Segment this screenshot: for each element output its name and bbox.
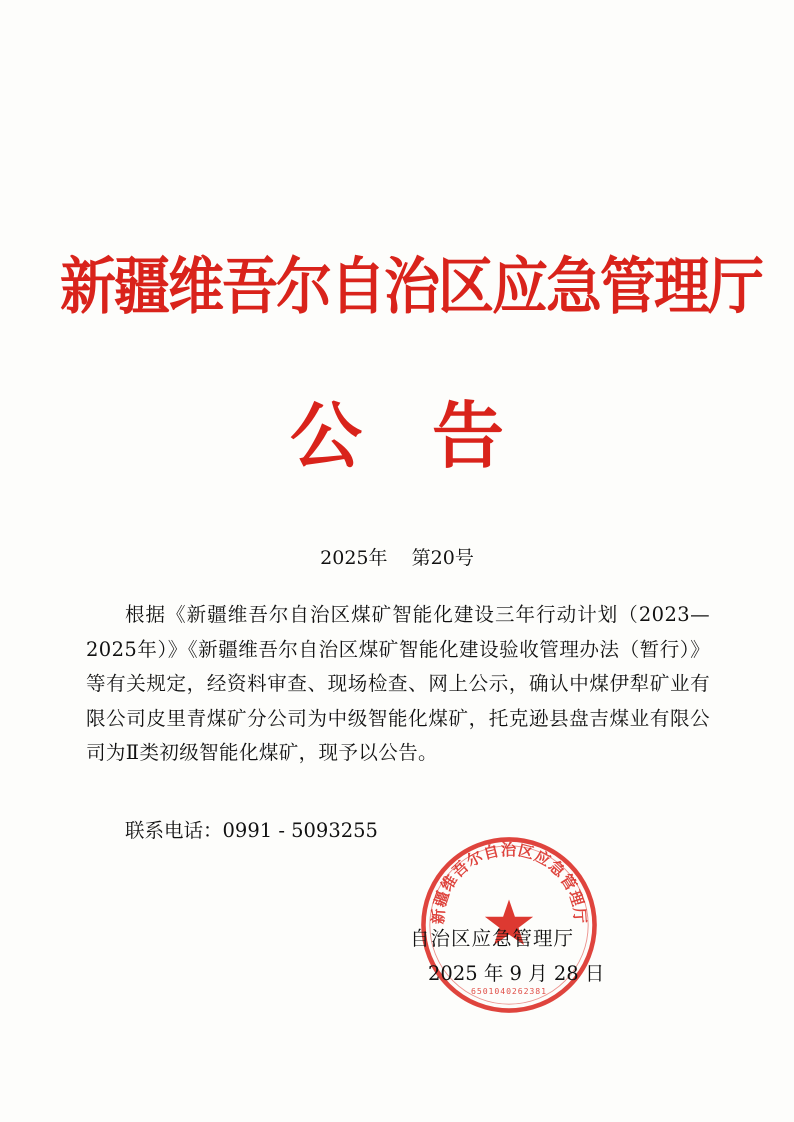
document-type-title: 公告 <box>289 393 574 478</box>
seal-code: 6501040262381 <box>471 986 547 997</box>
agency-title: 新疆维吾尔自治区应急管理厅 <box>60 250 762 323</box>
issue-date: 2025 年 9 月 28 日 <box>428 962 605 985</box>
signing-agency: 自治区应急管理厅 <box>410 927 575 950</box>
contact-phone: 联系电话：0991 - 5093255 <box>125 819 378 842</box>
seal-text: 新疆维吾尔自治区应急管理厅 <box>429 841 589 925</box>
document-number: 2025年 第20号 <box>320 547 474 569</box>
announcement-body: 根据《新疆维吾尔自治区煤矿智能化建设三年行动计划（2023—2025年）》《新疆维吾尔自治区煤矿智能化建设验收管理办法（暂行）》等有关规定，经资料审查、现场检查、网上公示，确认中煤伊犁矿业有限公司皮里青煤矿分公司为中级智能化煤矿，托克逊县盘吉煤业有限公司为Ⅱ类初级智能化煤矿，现予以公告。 <box>86 603 710 764</box>
